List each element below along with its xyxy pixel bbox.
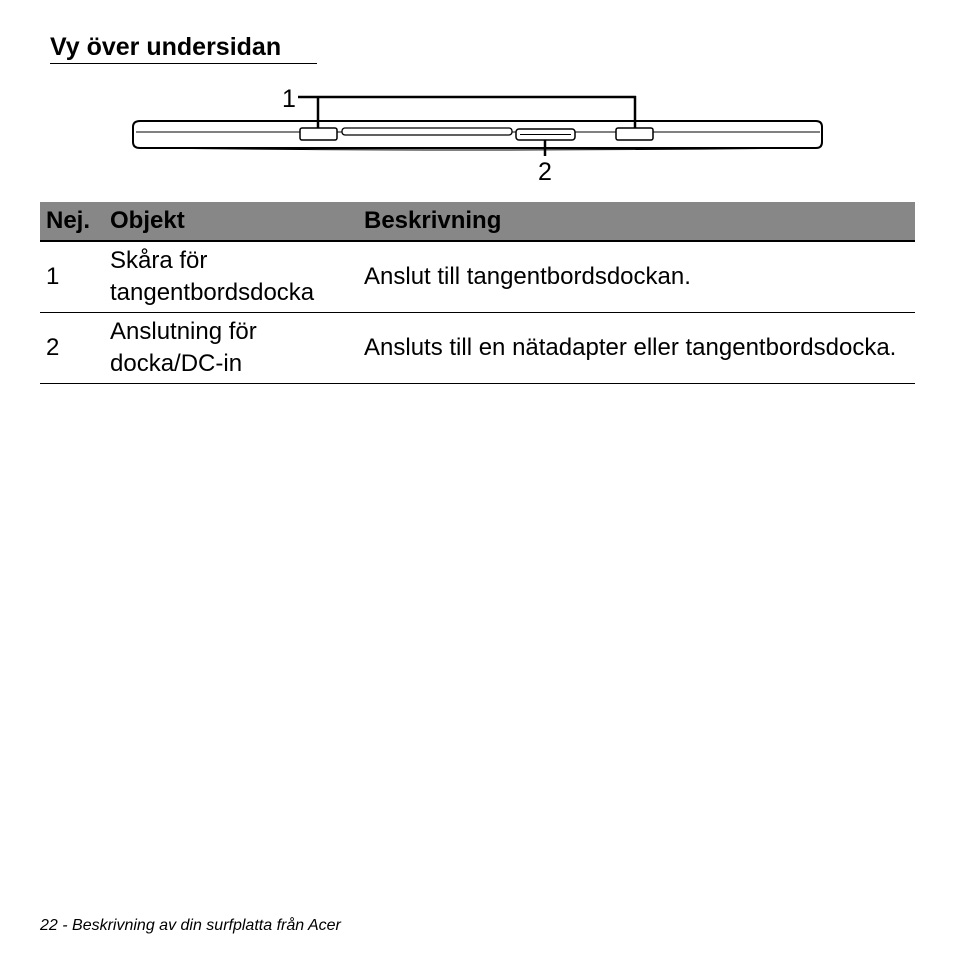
section-heading: Vy över undersidan <box>50 32 317 64</box>
callout-1-bracket <box>298 96 636 128</box>
header-item: Objekt <box>104 202 358 241</box>
callout-2-label: 2 <box>538 158 552 186</box>
row-no: 1 <box>40 241 104 313</box>
dock-dc-in-connector <box>516 129 575 140</box>
page-footer: 22 - Beskrivning av din surfplatta från Acer <box>40 917 341 934</box>
tablet-underside-diagram <box>0 80 954 190</box>
table-header-row <box>40 202 915 241</box>
dock-slot-right <box>616 128 653 140</box>
row-description: Anslut till tangentbordsdockan. <box>358 241 915 313</box>
row-item: Skåra för tangentbordsdocka <box>104 241 358 313</box>
components-table <box>40 202 915 384</box>
table-row <box>40 313 915 384</box>
table-row <box>40 241 915 313</box>
long-recess <box>342 128 512 135</box>
row-item: Anslutning för docka/DC-in <box>104 313 358 384</box>
header-no: Nej. <box>40 202 104 241</box>
header-description: Beskrivning <box>358 202 915 241</box>
row-description: Ansluts till en nätadapter eller tangentbordsdocka. <box>358 313 915 384</box>
callout-1-label: 1 <box>282 85 296 113</box>
row-no: 2 <box>40 313 104 384</box>
dock-slot-left <box>300 128 337 140</box>
